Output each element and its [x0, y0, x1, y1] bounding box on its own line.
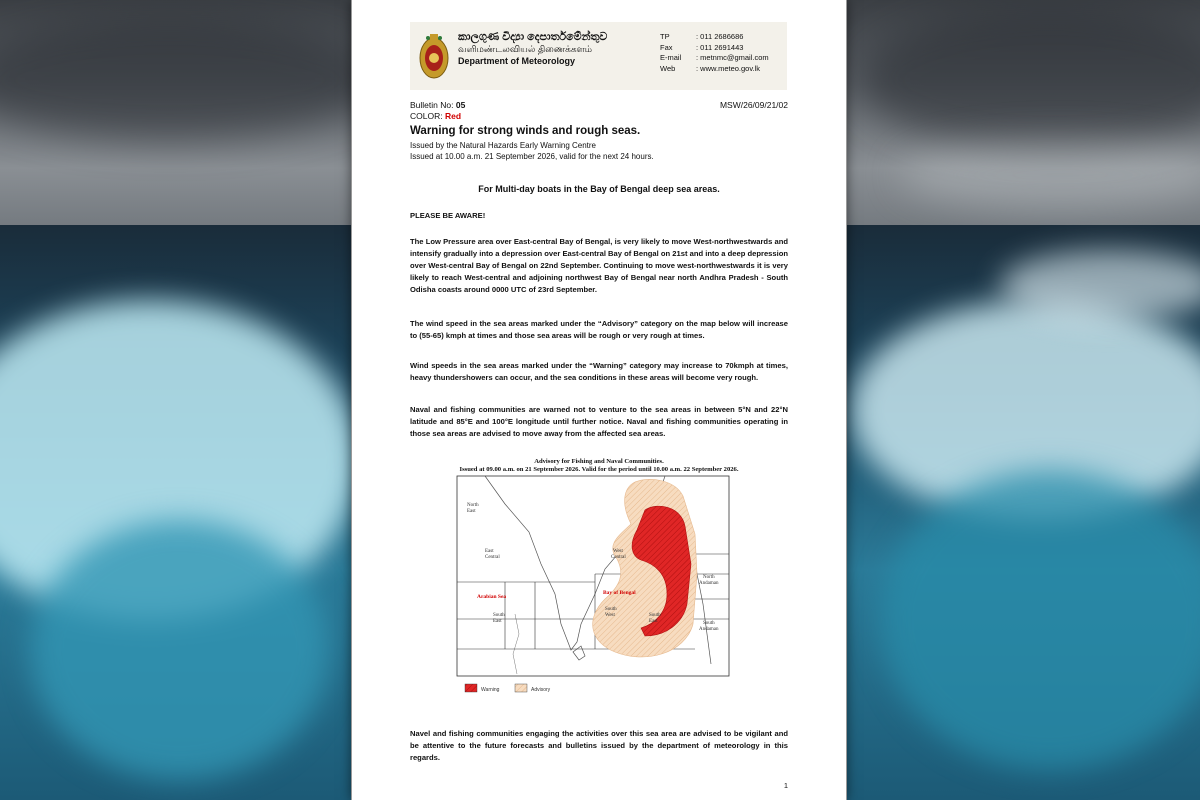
- legend-warning-swatch: [465, 684, 477, 692]
- email-link[interactable]: : metnmc@gmail.com: [696, 53, 769, 62]
- region-label: Andaman: [699, 627, 719, 632]
- paragraph-vigilance: Navel and fishing communities engaging the activities over this sea area are advised to be vigilant and be attentive to the future forecasts and bulletins issued by the department of meteorology in this regards.: [410, 729, 788, 762]
- legend-warning-label: Warning: [481, 687, 500, 693]
- color-code: Red: [444, 110, 462, 121]
- department-name-english: Department of Meteorology: [458, 56, 576, 66]
- website-link[interactable]: : www.meteo.gov.lk: [696, 63, 761, 73]
- advisory-map: [445, 474, 735, 702]
- region-label: Andaman: [699, 581, 719, 586]
- region-label: West: [613, 549, 623, 554]
- bulletin-number: 05: [455, 100, 466, 110]
- region-label: South: [605, 607, 617, 612]
- issue-info: Issued by the Natural Hazards Early Warning Centre Issued at 10.00 a.m. 21 September 2026, valid for the next 24 hours.: [410, 141, 654, 161]
- page-number: 1: [783, 781, 788, 790]
- region-label: Central: [611, 555, 626, 560]
- please-be-aware: PLEASE BE AWARE!: [410, 211, 486, 220]
- region-label: South: [703, 621, 715, 626]
- paragraph-naval: Naval and fishing communities are warned not to venture to the sea areas in between 5°N and 22°N latitude and 85°E and 100°E longitude until further notice. Naval and fishing communities operating in those sea areas are advised to move away from the affected sea areas.: [410, 405, 788, 438]
- paragraph-low-pressure: The Low Pressure area over East-central Bay of Bengal, is very likely to move West-northwestwards and intensify gradually into a depression over East-central Bay of Bengal on 21st and into a deep depression over West-central Bay of Bengal on 22nd September. Continuing to move west-northwestwards it is very likely to reach West-central and adjoining northwest Bay of Bengal near north Andhra Pradesh - South Odisha coasts around 0000 UTC of 23rd September.: [410, 237, 788, 294]
- region-label: East: [467, 509, 476, 514]
- paragraph-advisory: The wind speed in the sea areas marked under the “Advisory” category on the map below will increase to (55-65) kmph at times and those sea areas will be rough or very rough at times.: [410, 319, 788, 340]
- legend-advisory-label: Advisory: [531, 687, 551, 693]
- bulletin-page: [352, 0, 846, 800]
- region-label: Central: [485, 555, 500, 560]
- sri-lanka-emblem-icon: [418, 30, 450, 82]
- region-label: North: [467, 503, 479, 508]
- department-name-sinhala: කාලගුණ විද්‍යා දෙපාර්තමේන්තුව: [458, 31, 608, 43]
- bulletin-subtitle: For Multi-day boats in the Bay of Bengal deep sea areas.: [478, 184, 720, 194]
- region-label: South: [493, 613, 505, 618]
- map-title: Advisory for Fishing and Naval Communities. Issued at 09.00 a.m. on 21 September 2026. Valid for the period until 10.00 a.m. 22 September 2026.: [459, 458, 739, 473]
- legend-advisory-swatch: [515, 684, 527, 692]
- region-label: East: [649, 619, 658, 624]
- bulletin-meta: Bulletin No: 05 COLOR: Red: [410, 100, 466, 121]
- bulletin-title: Warning for strong winds and rough seas.: [410, 125, 641, 137]
- region-label: North: [703, 575, 715, 580]
- region-label: East: [493, 619, 502, 624]
- region-label: Arabian Sea: [477, 594, 507, 600]
- bulletin-reference: MSW/26/09/21/02: [719, 100, 788, 110]
- region-label: West: [605, 613, 615, 618]
- letterhead: [410, 22, 787, 90]
- region-label: South: [649, 613, 661, 618]
- region-label: East: [485, 549, 494, 554]
- region-label: Bay of Bengal: [603, 590, 636, 596]
- paragraph-warning: Wind speeds in the sea areas marked under the “Warning” category may increase to 70kmph at times, heavy thundershowers can occur, and the sea conditions in these areas will become very rough.: [410, 361, 788, 382]
- department-names: [458, 31, 607, 67]
- contact-details: TP : 011 2686686 Fax : 011 2691443 E-mail : metnmc@gmail.com Web : www.meteo.gov.lk: [660, 32, 769, 73]
- department-name-tamil: வளிமண்டலவியல் திணைக்களம்: [458, 44, 593, 54]
